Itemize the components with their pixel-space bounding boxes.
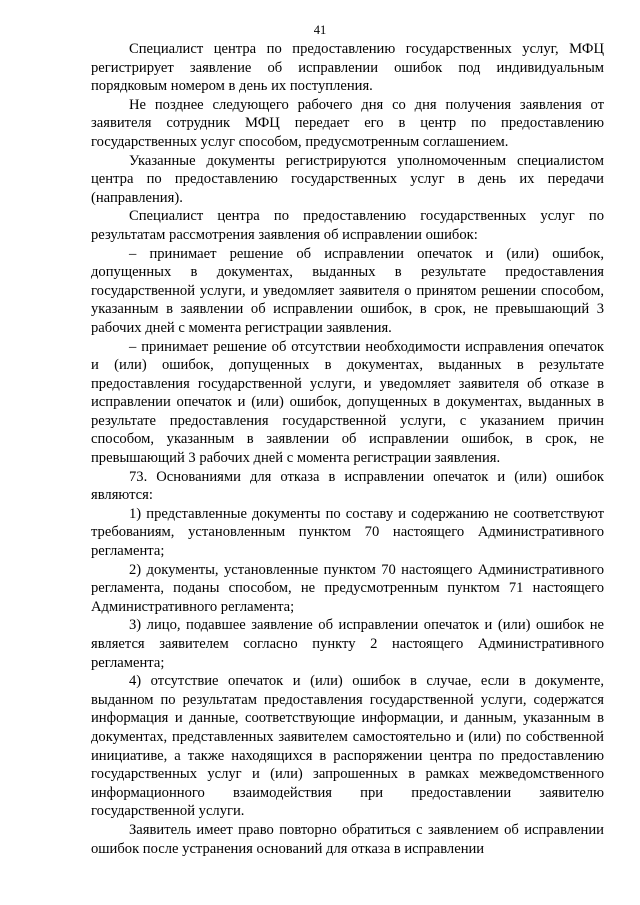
- list-item-4: 4) отсутствие опечаток и (или) ошибок в случае, если в документе, выданном по результатам предоставления государственной услуги, содержатся информация и данные, соответствующие информации, и данным, указанным в документах, представленных заявителем самостоятельно и (или) по собственной инициативе, а также находящихся в распоряжении центра по предоставлению государственных услуг и (или) запрошенных в рамках межведомственного информационного взаимодействия при предоставлении заявителю государственной услуги.: [91, 673, 604, 820]
- list-item-2: 2) документы, установленные пунктом 70 настоящего Административного регламента, поданы способом, не предусмотренным пунктом 71 настоящего Административного регламента;: [91, 561, 604, 615]
- paragraph-specialist-review: Специалист центра по предоставлению государственных услуг по результатам рассмотрения заявления об исправлении ошибок:: [91, 208, 604, 243]
- paragraph-transfer: Не позднее следующего рабочего дня со дня получения заявления от заявителя сотрудник МФЦ передает его в центр по предоставлению государственных услуг способом, предусмотренным соглашением.: [91, 96, 604, 150]
- list-item-3: 3) лицо, подавшее заявление об исправлении опечаток и (или) ошибок не является заявителем согласно пункту 2 настоящего Административного регламента;: [91, 617, 604, 671]
- paragraph-decision-correction: – принимает решение об исправлении опечаток и (или) ошибок, допущенных в документах, выданных в результате предоставления государственной услуги, и уведомляет заявителя о принятом решении способом, указанным в заявлении об исправлении ошибок, в срок, не превышающий 3 рабочих дней с момента регистрации заявления.: [91, 245, 604, 336]
- paragraph-section-73: 73. Основаниями для отказа в исправлении опечаток и (или) ошибок являются:: [91, 468, 604, 504]
- paragraph-decision-refusal: – принимает решение об отсутствии необходимости исправления опечаток и (или) ошибок, допущенных в документах, выданных в результате предоставления государственной услуги, и уведомляет заявителя об отказе в исправлении опечаток и (или) ошибок, допущенных в документах, выданных в результате предоставления государственной услуги, с указанием причин способом, указанным в заявлении об исправлении ошибок, в срок, не превышающий 3 рабочих дней с момента регистрации заявления.: [91, 338, 604, 467]
- page-number: 41: [313, 23, 327, 37]
- paragraph-registration: Специалист центра по предоставлению государственных услуг, МФЦ регистрирует заявление об исправлении ошибок под индивидуальным порядковым номером в день их поступления.: [91, 41, 604, 95]
- paragraph-documents-registered: Указанные документы регистрируются уполномоченным специалистом центра по предоставлению государственных услуг в день их передачи (направления).: [91, 152, 604, 206]
- list-item-1: 1) представленные документы по составу и содержанию не соответствуют требованиям, установленным пунктом 70 настоящего Административного регламента;: [91, 505, 604, 560]
- document-body: [91, 40, 604, 858]
- paragraph-reapply: Заявитель имеет право повторно обратиться с заявлением об исправлении ошибок после устранения оснований для отказа в исправлении: [91, 821, 604, 857]
